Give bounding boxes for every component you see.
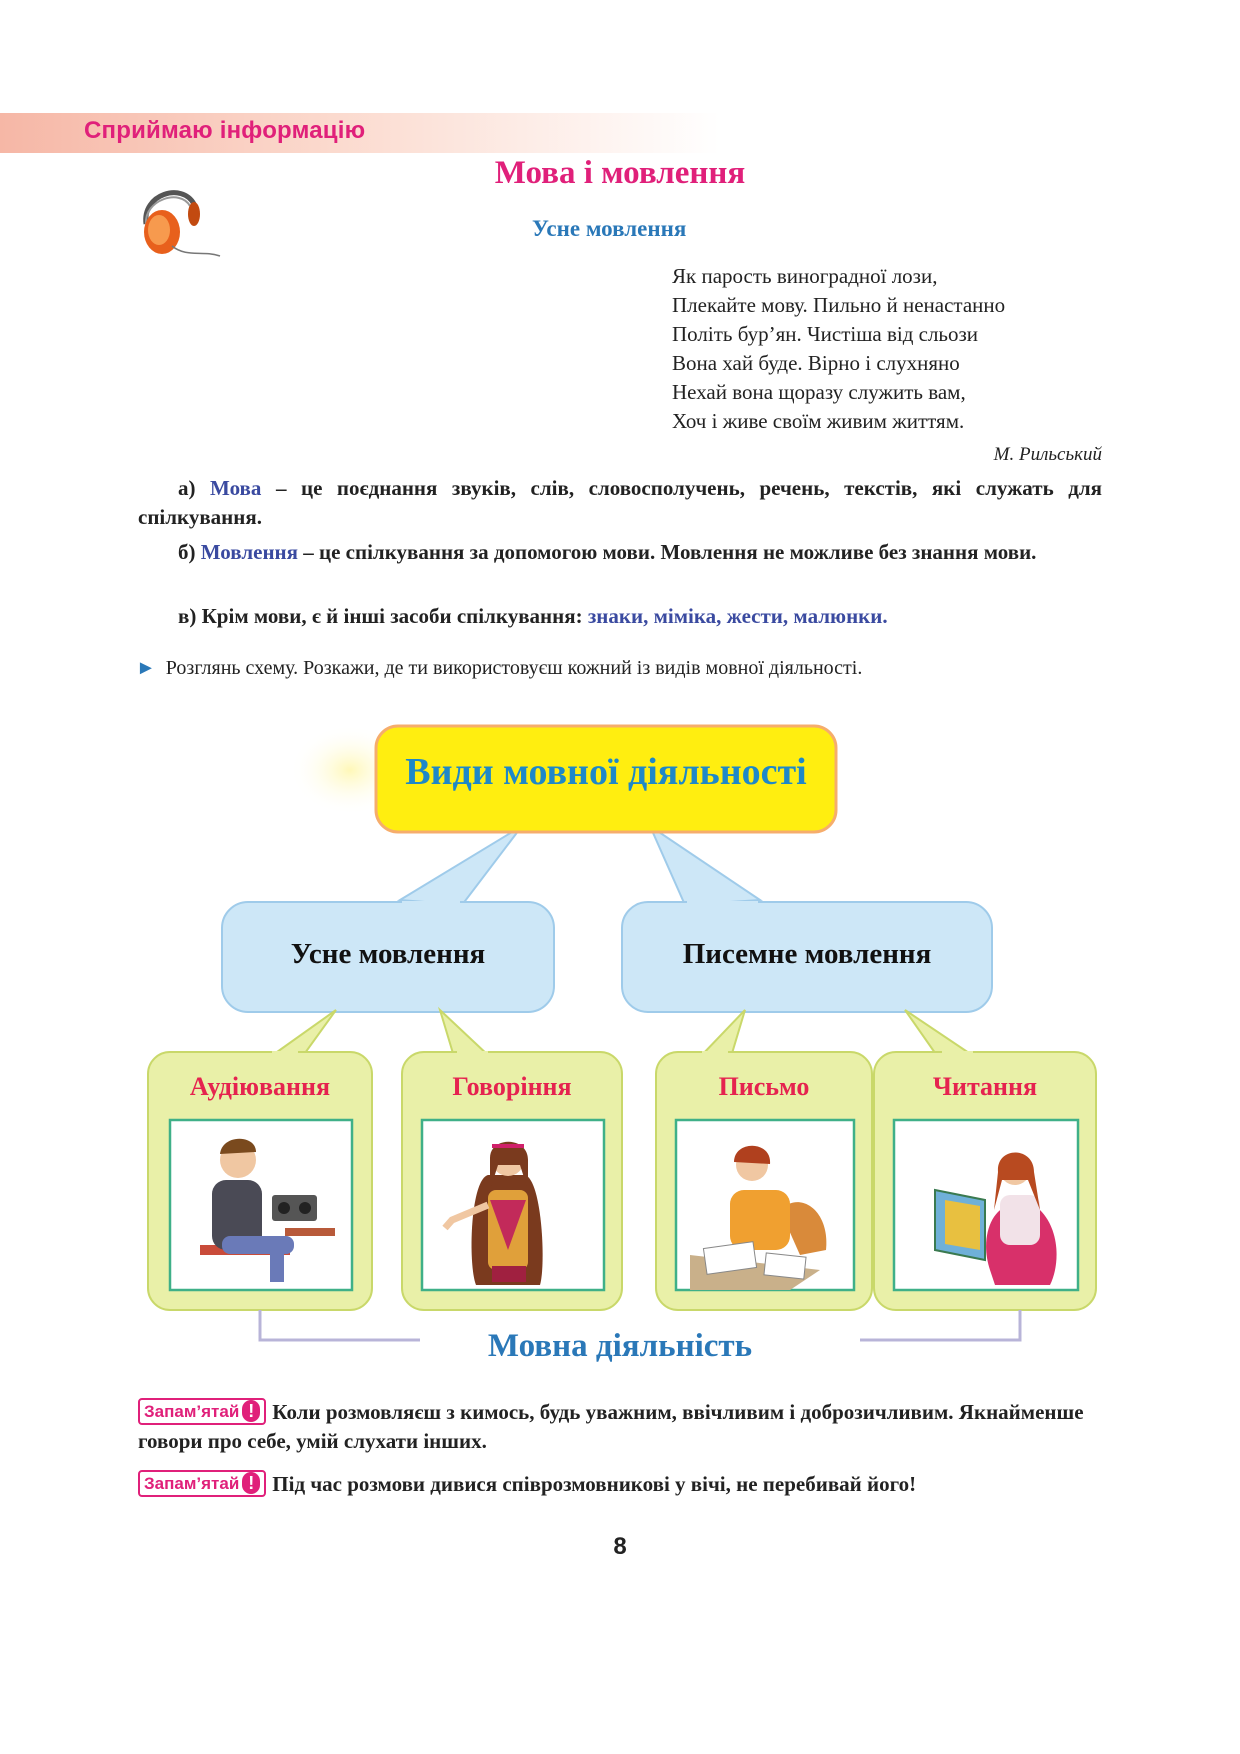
leaf-label-reading: Читання [932,1072,1038,1101]
remember-badge [138,1470,266,1497]
remember-badge [138,1398,266,1425]
leaf-label-writing: Письмо [718,1072,810,1101]
remember-note-1 [138,1398,1102,1456]
poem-author: М. Рильський [993,444,1102,465]
definition-c [138,602,1102,631]
poem-line: Політь бур’ян. Чистіша від сльози [672,322,979,346]
oral-box [222,826,554,1012]
arrow-icon: ► [136,657,156,679]
definition-prefix: б) [178,540,201,564]
subtitle: Усне мовлення [532,216,687,241]
remember-note-2 [138,1470,1102,1499]
exclamation-icon: ! [242,1400,260,1422]
section-label: Сприймаю інформацію [84,117,366,144]
definition-a [138,474,1102,532]
page-number: 8 [613,1533,627,1560]
poem [672,262,1005,436]
poem-line: Плекайте мову. Пильно й ненастанно [672,293,1006,317]
diagram-oral-label: Усне мовлення [290,938,486,970]
definition-prefix: а) [178,476,211,500]
poem-line: Хоч і живе своїм живим життям. [672,409,965,433]
definition-term: Мова [210,476,262,500]
page-title: Мова і мовлення [494,155,746,191]
poem-line: Вона хай буде. Вірно і слухняно [672,351,960,375]
definition-text: – це поєднання звуків, слів, словосполучень, речень, текстів, які служать для спілкування. [138,476,1102,529]
definition-term: знаки, міміка, жести, малюнки. [587,604,888,628]
remember-badge-label: Запам’ятай [144,1402,240,1421]
remember-text: Під час розмови дивися співрозмовникові у вічі, не перебивай його! [272,1472,917,1496]
definition-term: Мовлення [200,540,298,564]
activity-diagram [0,700,1240,1350]
remember-badge-label: Запам’ятай [144,1474,240,1493]
leaf-label-speaking: Говоріння [452,1072,572,1101]
task-text: Розглянь схему. Розкажи, де ти використовуєш кожний із видів мовної діяльності. [165,657,863,679]
leaf-label-listening: Аудіювання [189,1072,331,1101]
headphones-icon [132,180,224,262]
exclamation-icon: ! [242,1472,260,1494]
diagram-main-label: Види мовної діяльності [405,751,807,793]
diagram-written-label: Писемне мовлення [682,938,932,970]
definition-text: – це спілкування за допомогою мови. Мовлення не можливе без знання мови. [298,540,1037,564]
written-box [622,826,992,1012]
diagram-footer-label: Мовна діяльність [487,1328,753,1364]
definition-prefix: в) Крім мови, є й інші засоби спілкування: [178,604,588,628]
remember-text: Коли розмовляєш з кимось, будь уважним, ввічливим і доброзичливим. Якнайменше говори про себе, умій слухати інших. [138,1400,1084,1453]
leaf-box-reading [874,1010,1096,1310]
poem-line: Як парость виноградної лози, [672,264,938,288]
task [136,657,862,680]
bracket-right [860,1310,1020,1340]
leaf-box-listening [148,1010,372,1310]
poem-line: Нехай вона щоразу служить вам, [672,380,966,404]
definition-b [138,538,1102,567]
bracket-left [260,1310,420,1340]
